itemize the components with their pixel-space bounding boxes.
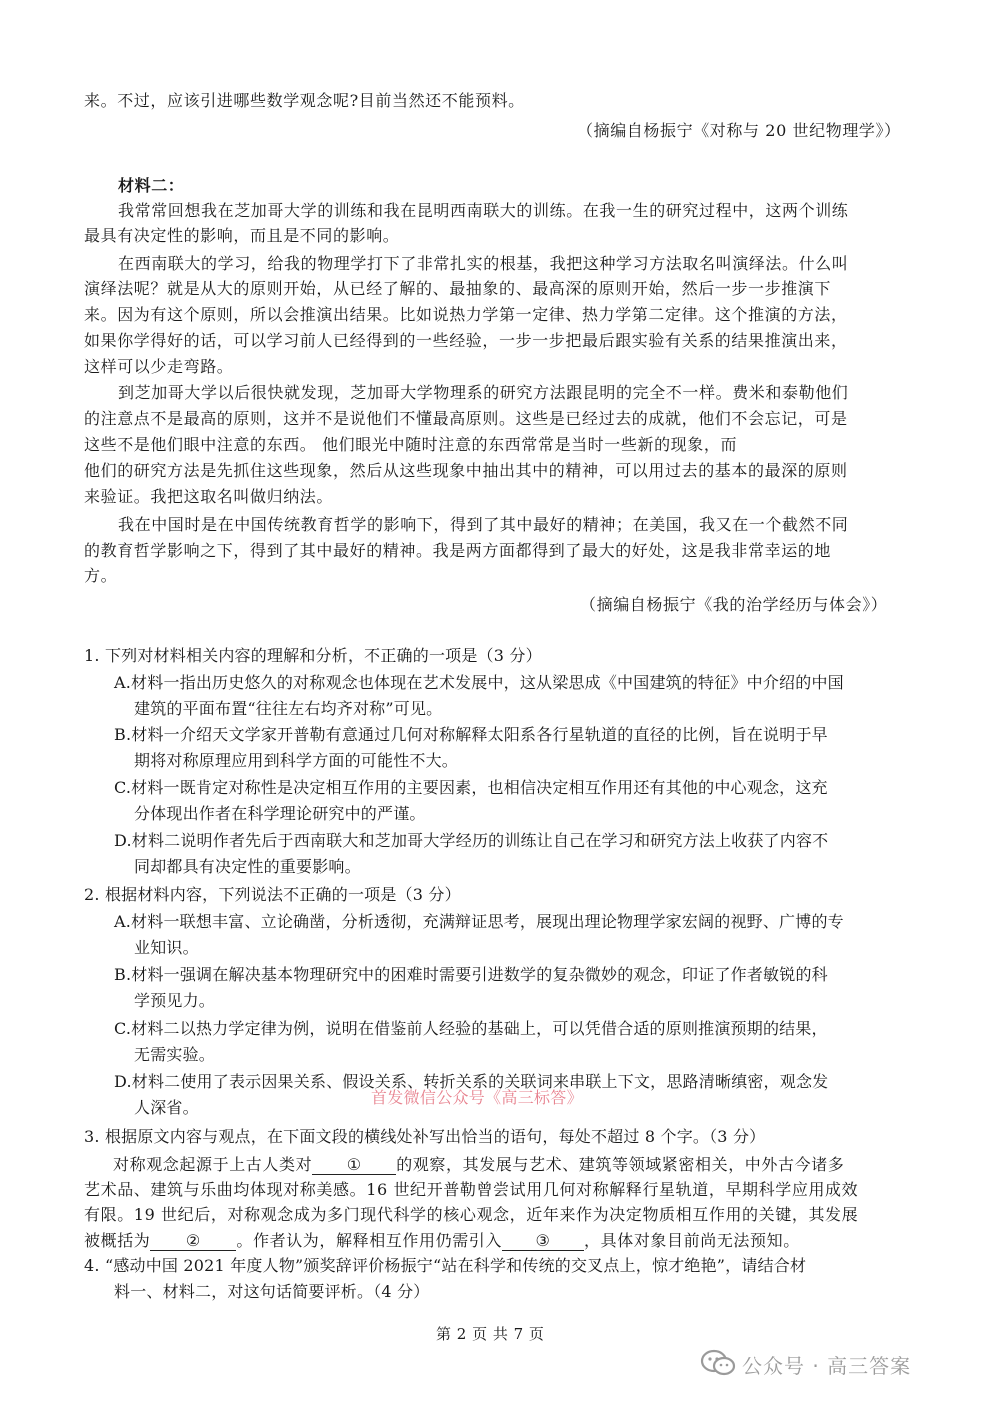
- q3-text-d: 被概括为: [84, 1231, 151, 1250]
- blank-3[interactable]: [502, 1231, 584, 1251]
- q3-line-3: 有限。19 世纪后，对称观念成为多门现代科学的核心观念，近年来作为决定物质相互作用的关键，其发展: [84, 1205, 859, 1224]
- blank-1-label: ①: [346, 1155, 362, 1174]
- text-line-l0: 来。不过，应该引进哪些数学观念呢?目前当然还不能预料。: [84, 91, 525, 110]
- text-line-l21: 建筑的平面布置“往往左右均齐对称”可见。: [134, 699, 443, 718]
- q3-line-1: [113, 1152, 844, 1175]
- q3-text-c: 的观察，其发展与艺术、建筑等领域紧密相关，中外古今诸多: [396, 1155, 845, 1174]
- text-line-l32: 学预见力。: [134, 991, 216, 1010]
- text-line-l1: （摘编自杨振宁《对称与 20 世纪物理学》）: [577, 121, 901, 140]
- text-line-l13: 他们的研究方法是先抓住这些现象，然后从这些现象中抽出其中的精神，可以用过去的基本的最深的原则: [84, 461, 848, 480]
- text-line-l10: 到芝加哥大学以后很快就发现，芝加哥大学物理系的研究方法跟昆明的完全不一样。费米和泰勒他们: [118, 383, 849, 402]
- q3-line-2: 艺术品、建筑与乐曲均体现对称美感。16 世纪开普勒曾尝试用几何对称解释行星轨道，早期科学应用成效: [84, 1180, 859, 1199]
- q3-line-4: [84, 1228, 800, 1251]
- text-line-l36: 人深省。: [134, 1098, 199, 1117]
- text-line-l28: 2. 根据材料内容，下列说法不正确的一项是（3 分）: [84, 885, 461, 904]
- text-line-l31: B.材料一强调在解决基本物理研究中的困难时需要引进数学的复杂微妙的观念，印证了作者敏锐的科: [114, 965, 828, 984]
- text-line-l12: 这些不是他们眼中注意的东西。 他们眼光中随时注意的东西常常是当时一些新的现象，而: [84, 435, 738, 454]
- text-line-l34: 无需实验。: [134, 1045, 216, 1064]
- q3-text-a: 对称观念起源于上古人类对: [113, 1155, 313, 1174]
- watermark-text: 首发微信公众号《高三标答》: [371, 1088, 583, 1107]
- text-line-l41: 4. “感动中国 2021 年度人物”颁奖辞评价杨振宁“站在科学和传统的交叉点上，惊才绝艳”，请结合材: [84, 1256, 807, 1275]
- text-line-l35: D.材料二使用了表示因果关系、假设关系、转折关系的关联词来串联上下文，思路清晰缜密，观念发: [114, 1072, 829, 1091]
- text-line-l23: 期将对称原理应用到科学方面的可能性不大。: [134, 751, 459, 770]
- text-line-l26: D.材料二说明作者先后于西南联大和芝加哥大学经历的训练让自己在学习和研究方法上收获了内容不: [114, 831, 829, 850]
- text-line-l3: 我常常回想我在芝加哥大学的训练和我在昆明西南联大的训练。在我一生的研究过程中，这两个训练: [118, 201, 849, 220]
- text-line-l27: 同却都具有决定性的重要影响。: [134, 857, 361, 876]
- wechat-icon: [700, 1348, 736, 1378]
- blank-3-label: ③: [535, 1231, 551, 1250]
- text-line-l11: 的注意点不是最高的原则，这并不是说他们不懂最高原则。这些是已经过去的成就，他们不会忘记，可是: [84, 409, 848, 428]
- blank-1[interactable]: [312, 1155, 396, 1175]
- text-line-l8: 如果你学得好的话，可以学习前人已经得到的一些经验，一步一步把最后跟实验有关系的结果推演出来，: [84, 331, 848, 350]
- text-line-l42: 料一、材料二，对这句话简要评析。（4 分）: [114, 1282, 430, 1301]
- text-line-l9: 这样可以少走弯路。: [84, 357, 234, 376]
- text-line-l30: 业知识。: [134, 938, 199, 957]
- blank-2-label: ②: [185, 1231, 201, 1250]
- text-line-l20: A.材料一指出历史悠久的对称观念也体现在艺术发展中，这从梁思成《中国建筑的特征》中介绍的中国: [114, 673, 844, 692]
- text-line-l37: 3. 根据原文内容与观点，在下面文段的横线处补写出恰当的语句，每处不超过 8 个字。（3 分）: [84, 1127, 766, 1146]
- text-line-l25: 分体现出作者在科学理论研究中的严谨。: [134, 804, 426, 823]
- q3-text-f: ，具体对象目前尚无法预知。: [584, 1231, 800, 1250]
- text-line-l14: 来验证。我把这取名叫做归纳法。: [84, 487, 334, 506]
- blank-2[interactable]: [150, 1231, 236, 1251]
- text-line-l19: 1. 下列对材料相关内容的理解和分析，不正确的一项是（3 分）: [84, 646, 542, 665]
- text-line-l17: 方。: [84, 566, 118, 585]
- text-line-l29: A.材料一联想丰富、立论确凿，分析透彻，充满辩证思考，展现出理论物理学家宏阔的视野、广博的专: [114, 912, 844, 931]
- text-line-l6: 演绎法呢？就是从大的原则开始，从已经了解的、最抽象的、最高深的原则开始，然后一步一步推演下: [84, 279, 832, 298]
- text-line-l15: 我在中国时是在中国传统教育哲学的影响下，得到了其中最好的精神；在美国，我又在一个截然不同: [118, 515, 849, 534]
- text-line-l16: 的教育哲学影响之下，得到了其中最好的精神。我是两方面都得到了最大的好处，这是我非常幸运的地: [84, 541, 832, 560]
- text-line-l22: B.材料一介绍天文学家开普勒有意通过几何对称解释太阳系各行星轨道的直径的比例，旨在说明于早: [114, 725, 828, 744]
- text-line-l2: 材料二：: [118, 176, 185, 195]
- wechat-account-label: 公众号 · 高三答案: [742, 1354, 912, 1378]
- text-line-l5: 在西南联大的学习，给我的物理学打下了非常扎实的根基，我把这种学习方法取名叫演绎法。什么叫: [118, 254, 849, 273]
- text-line-l4: 最具有决定性的影响，而且是不同的影响。: [84, 226, 400, 245]
- text-line-l24: C.材料一既肯定对称性是决定相互作用的主要因素，也相信决定相互作用还有其他的中心观念，这充: [114, 778, 828, 797]
- text-line-l7: 来。因为有这个原则，所以会推演出结果。比如说热力学第一定律、热力学第二定律。这个推演的方法，: [84, 305, 848, 324]
- text-line-l33: C.材料二以热力学定律为例，说明在借鉴前人经验的基础上，可以凭借合适的原则推演预期的结果，: [114, 1019, 828, 1038]
- text-line-l18: （摘编自杨振宁《我的治学经历与体会》）: [580, 595, 888, 614]
- q3-text-e: 。作者认为，解释相互作用仍需引入: [236, 1231, 503, 1250]
- page-number: 第 2 页 共 7 页: [436, 1325, 545, 1343]
